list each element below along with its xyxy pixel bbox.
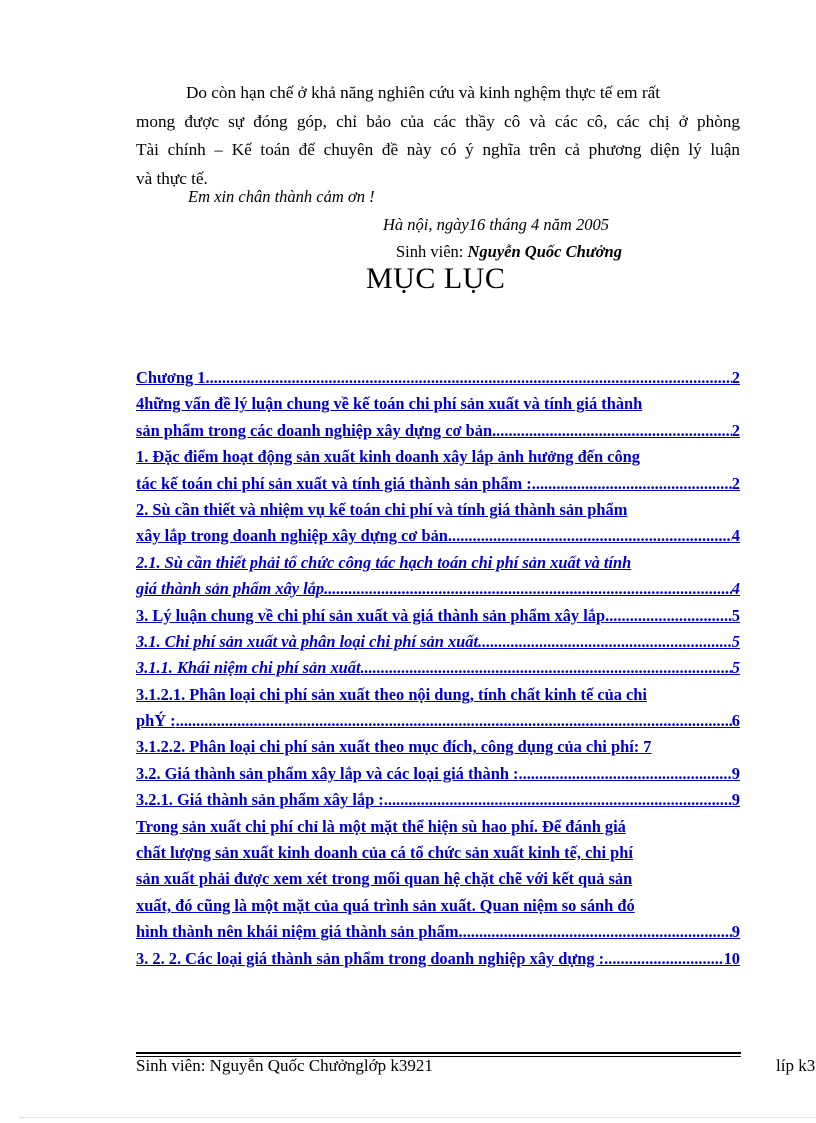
toc-dot-leader xyxy=(519,764,732,784)
toc-dot-leader xyxy=(492,421,732,441)
place-date: Hà nội, ngày16 tháng 4 năm 2005 xyxy=(383,215,609,234)
toc-page-number: 2 xyxy=(731,420,740,440)
footer-rule xyxy=(136,1052,741,1054)
toc-page-number: 4 xyxy=(731,526,740,546)
toc-entry[interactable] xyxy=(136,896,740,922)
toc-page-number: 9 xyxy=(731,922,740,942)
toc-entry-text: xuất, đó cũng là một mặt của quá trình sản xuất. Quan niệm so sánh đó xyxy=(136,895,635,915)
toc-entry-text: 3. 2. 2. Các loại giá thành sản phẩm trong doanh nghiệp xây dựng : xyxy=(136,948,605,968)
intro-paragraph xyxy=(136,79,740,193)
toc-entry-text: 3.1.1. Khái niệm chi phí sản xuất xyxy=(136,658,361,678)
toc-entry-text: tác kế toán chi phí sản xuất và tính giá thành sản phẩm : xyxy=(136,473,532,493)
toc-dot-leader xyxy=(384,790,732,810)
toc-entry[interactable] xyxy=(136,474,740,500)
intro-line-3: Tài chính – Kế toán để chuyên đề này có ý nghĩa trên cả phương diện lý luận xyxy=(136,140,740,159)
toc-entry[interactable] xyxy=(136,922,740,948)
toc-entry-text: 4hững vấn đề lý luận chung về kế toán chi phí sản xuất và tính giá thành xyxy=(136,394,643,414)
toc-entry[interactable] xyxy=(136,500,740,526)
toc-dot-leader xyxy=(328,579,732,599)
toc-entry[interactable] xyxy=(136,579,740,605)
toc-dot-leader xyxy=(361,658,732,678)
toc-entry-text: 2.1. Sù cần thiết phải tổ chức công tác hạch toán chi phí sản xuất và tính xyxy=(136,552,632,572)
toc-page-number: 5 xyxy=(731,605,740,625)
toc-entry-text: phÝ : xyxy=(136,711,176,731)
toc-entry-text: 1. Đặc điểm hoạt động sản xuất kinh doanh xây lắp ảnh hưởng đến công xyxy=(136,447,640,467)
toc-dot-leader xyxy=(176,711,732,731)
toc-entry-text: sản phẩm trong các doanh nghiệp xây dựng cơ bản xyxy=(136,420,493,440)
thanks-line: Em xin chân thành cảm ơn ! xyxy=(188,187,375,206)
toc-entry[interactable] xyxy=(136,790,740,816)
toc-dot-leader xyxy=(463,922,732,942)
toc-entry[interactable] xyxy=(136,817,740,843)
toc-page-number: 10 xyxy=(723,948,740,968)
intro-line-4: và thực tế. xyxy=(136,168,208,188)
page-edge-divider xyxy=(20,1117,816,1118)
toc-page-number: 5 xyxy=(731,631,740,651)
toc-entry-text: Chương 1 xyxy=(136,368,206,387)
toc-entry-text: giá thành sản phẩm xây lắp. xyxy=(136,579,329,599)
toc-dot-leader xyxy=(452,526,732,546)
toc-page-number: 9 xyxy=(731,790,740,810)
toc-entry-text: 3.2. Giá thành sản phẩm xây lắp và các loại giá thành : xyxy=(136,763,519,783)
footer-left-text: Sinh viên: Nguyễn Quốc Chưởnglớp k3921 xyxy=(136,1056,433,1075)
toc-entry-text: xây lắp trong doanh nghiệp xây dựng cơ bản. xyxy=(136,526,453,546)
toc-entry-text: 3.1. Chi phí sản xuất và phân loại chi phí sản xuất xyxy=(136,631,479,651)
toc-entry-text: 2. Sù cần thiết và nhiệm vụ kế toán chi phí và tính giá thành sản phẩm xyxy=(136,499,628,519)
toc-entry-text: 3.1.2.1. Phân loại chi phí sản xuất theo nội dung, tính chất kinh tế của chi xyxy=(136,684,647,704)
toc-dot-leader xyxy=(478,632,732,652)
toc-entry-text: Trong sản xuất chi phí chỉ là một mặt thể hiện sù hao phí. Để đánh giá xyxy=(136,816,626,836)
toc-entry[interactable] xyxy=(136,685,740,711)
toc-entry-text: chất lượng sản xuất kinh doanh của cá tổ chức sản xuất kinh tế, chi phí xyxy=(136,843,633,863)
toc-entry[interactable] xyxy=(136,843,740,869)
toc-entry-text: sản xuất phải được xem xét trong mối quan hệ chặt chẽ với kết quả sản xyxy=(136,869,633,889)
toc-entry[interactable] xyxy=(136,711,740,737)
toc-dot-leader xyxy=(605,606,732,626)
toc-entry-text: hình thành nên khái niệm giá thành sản phẩm. xyxy=(136,922,463,942)
toc-entry[interactable] xyxy=(136,368,740,394)
toc-entry[interactable] xyxy=(136,632,740,658)
toc-page-number: 5 xyxy=(731,658,740,678)
signer-line xyxy=(396,242,622,262)
toc-entry[interactable] xyxy=(136,421,740,447)
toc-dot-leader xyxy=(205,368,731,388)
toc-entry-text: 3. Lý luận chung về chi phí sản xuất và giá thành sản phẩm xây lắp xyxy=(136,605,606,625)
toc-page-number: 6 xyxy=(731,711,740,731)
toc-entry-text: 3.1.2.2. Phân loại chi phí sản xuất theo mục đích, công dụng của chi phí: 7 xyxy=(136,737,652,757)
toc-entry[interactable] xyxy=(136,606,740,632)
toc-dot-leader xyxy=(604,949,723,969)
footer-right-text: líp k3 xyxy=(776,1056,816,1075)
toc-entry[interactable] xyxy=(136,737,740,763)
intro-line-1: Do còn hạn chế ở khả năng nghiên cứu và kinh nghệm thực tế em rất xyxy=(186,83,660,102)
signer-label: Sinh viên: xyxy=(396,242,464,261)
signer-name: Nguyễn Quốc Chưởng xyxy=(467,242,622,261)
toc-page-number: 4 xyxy=(731,579,740,599)
toc-page-number: 2 xyxy=(731,473,740,493)
table-of-contents xyxy=(136,368,740,975)
toc-entry[interactable] xyxy=(136,869,740,895)
toc-entry-text: 3.2.1. Giá thành sản phẩm xây lắp : xyxy=(136,790,384,810)
toc-entry[interactable] xyxy=(136,764,740,790)
intro-line-2: mong được sự đóng góp, chỉ bảo của các thầy cô và các cô, các chị ở phòng xyxy=(136,111,740,131)
toc-entry[interactable] xyxy=(136,553,740,579)
toc-entry[interactable] xyxy=(136,394,740,420)
toc-entry[interactable] xyxy=(136,949,740,975)
toc-dot-leader xyxy=(532,474,732,494)
toc-entry[interactable] xyxy=(136,447,740,473)
toc-entry[interactable] xyxy=(136,526,740,552)
toc-page-number: 2 xyxy=(731,368,740,387)
toc-page-number: 9 xyxy=(731,763,740,783)
toc-title: MỤC LỤC xyxy=(366,262,506,295)
toc-entry[interactable] xyxy=(136,658,740,684)
